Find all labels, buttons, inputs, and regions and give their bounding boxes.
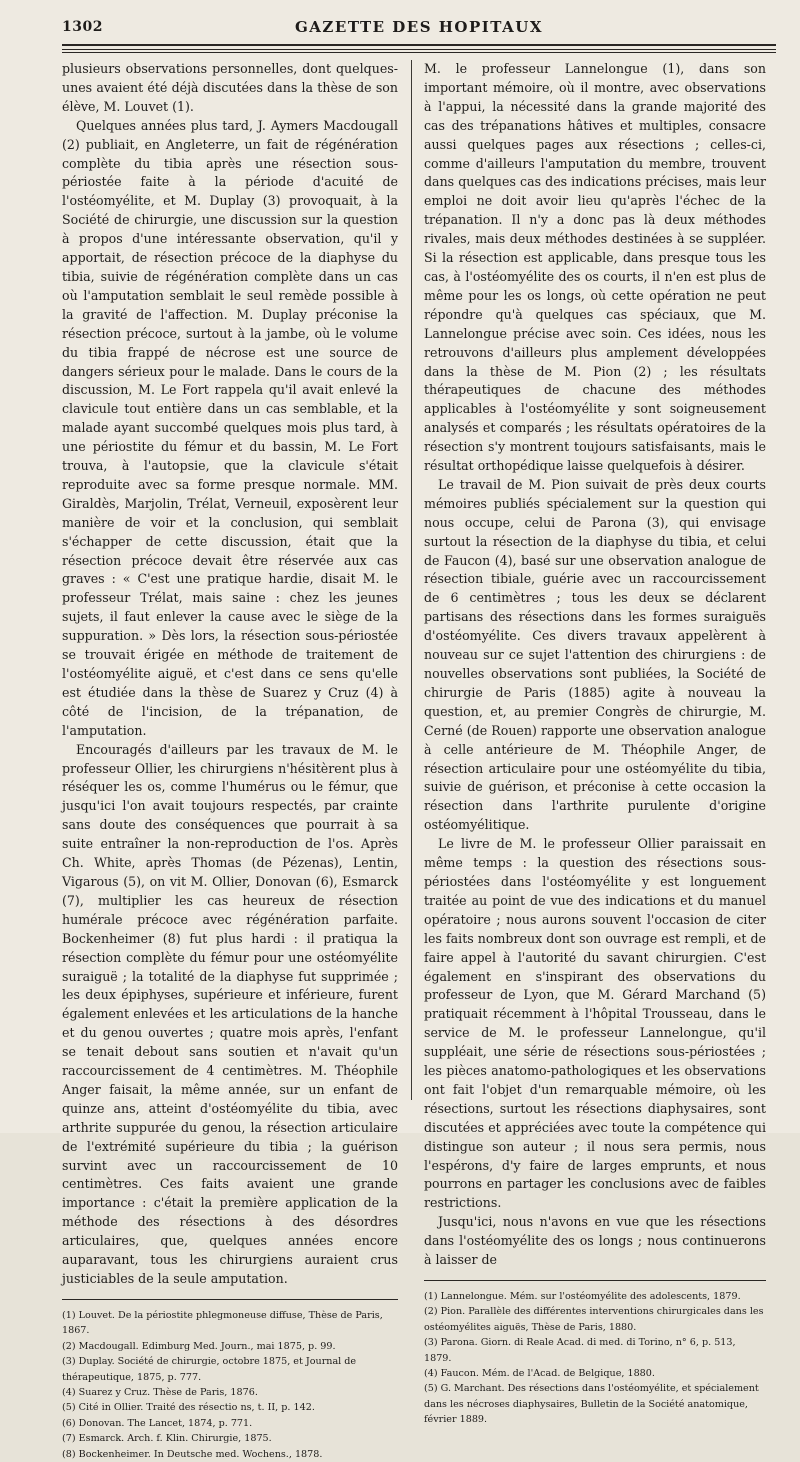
footnote-separator	[62, 1299, 398, 1300]
paragraph: Encouragés d'ailleurs par les travaux de M. le professeur Ollier, les chirurgiens n'hésitèrent plus à réséquer les os, comme l'humérus ou le fémur, que jusqu'ici l'on avait toujours respectés, par crainte sans doute des conséquences que pourrait à sa suite entraîner la non-reproduction de l'os. Après Ch. White, après Thomas (de Pézenas), Lentin, Vigarous (5), on vit M. Ollier, Donovan (6), Esmarck (7), multiplier les cas heureux de résection humérale précoce avec régénération parfaite. Bockenheimer (8) fut plus hardi : il pratiqua la résection complète du fémur pour une ostéomyélite suraiguë ; la totalité de la diaphyse fut supprimée ; les deux épiphyses, supérieure et inférieure, furent également enlevées et les articulations de la hanche et du genou ouvertes ; quatre mois après, l'enfant se tenait debout sans soutien et n'avait qu'un raccourcissement de 4 centimètres. M. Théophile Anger faisait, la même année, sur un enfant de quinze ans, atteint d'ostéomyélite du tibia, avec arthrite suppurée du genou, la résection articulaire de l'extrémité supérieure du tibia ; la guérison survint avec un raccourcissement de 10 centimètres. Ces faits avaient une grande importance : c'était la première application de la méthode des résections à des désordres articulaires, que, quelques années encore auparavant, tous les chirurgiens auraient crus justiciables de la seule amputation.	[62, 741, 398, 1286]
footnote: (1) Lannelongue. Mém. sur l'ostéomyélite des adolescents, 1879.	[424, 1291, 741, 1302]
page-number: 1302	[62, 19, 103, 35]
paragraph: plusieurs observations personnelles, dont quelques-unes avaient été déjà discutées dans la thèse de son élève, M. Louvet (1).	[62, 61, 398, 114]
left-column	[62, 60, 398, 1462]
paragraph: Jusqu'ici, nous n'avons en vue que les résections dans l'ostéomyélite des os longs ; nous continuerons à laisser de	[424, 1214, 766, 1268]
footnotes-right	[424, 1289, 766, 1428]
footnote-separator	[424, 1280, 766, 1281]
footnote: (7) Esmarck. Arch. f. Klin. Chirurgie, 1875.	[62, 1433, 272, 1445]
footnote: (4) Faucon. Mém. de l'Acad. de Belgique, 1880.	[424, 1368, 655, 1380]
paragraph: M. le professeur Lannelongue (1), dans son important mémoire, où il montre, avec observations à l'appui, la nécessité dans la grande majorité des cas des trépanations hâtives et multiples, consacre aussi quelques pages aux résections ; celles-ci, comme d'ailleurs l'amputation du membre, trouvent dans quelques cas des indications précises, mais leur emploi ne doit avoir lieu qu'après l'échec de la trépanation. Il n'y a donc pas là deux méthodes rivales, mais deux méthodes destinées à se suppléer. Si la résection est applicable, dans presque tous les cas, à l'ostéomyélite des os courts, il n'en est plus de même pour les os longs, où cette opération ne peut répondre qu'à quelques cas spéciaux, que M. Lannelongue précise avec soin. Ces idées, nous les retrouvons d'ailleurs plus amplement développées dans la thèse de M. Pion (2) ; les résultats thérapeutiques de chacune des méthodes applicables à l'ostéomyélite y sont soigneusement analysés et comparés ; les résultats opératoires de la résection s'y montrent toujours satisfaisants, mais le résultat orthopédique laisse quelquefois à désirer.	[424, 61, 766, 474]
column-divider	[411, 60, 412, 1100]
paragraph: Quelques années plus tard, J. Aymers Macdougall (2) publiait, en Angleterre, un fait de régénération complète du tibia après une résection sous-périostée faite à la période d'acuité de l'ostéomyélite, et M. Duplay (3) provoquait, à la Société de chirurgie, une discussion sur la question à propos d'une intéressante observation, qu'il y apportait, de résection précoce de la diaphyse du tibia, suivie de régénération complète dans un cas où l'amputation semblait le seul remède possible à la gravité de l'affection. M. Duplay préconise la résection précoce, surtout à la jambe, où le volume du tibia frappé de nécrose est une source de dangers sérieux pour le malade. Dans le cours de la discussion, M. Le Fort rappela qu'il avait enlevé la clavicule tout entière dans un cas semblable, et la malade ayant succombé quelques mois plus tard, à une périostite du fémur et du bassin, M. Le Fort trouva, à l'autopsie, que la clavicule s'était reproduite avec sa forme presque normale. MM. Giraldès, Marjolin, Trélat, Verneuil, exposèrent leur manière de voir et la conclusion, qui semblait s'échapper de cette discussion, était que la résection précoce devait être réservée aux cas graves : « C'est une pratique hardie, disait M. le professeur Trélat, mais saine : chez les jeunes sujets, il faut enlever la cause avec le siège de la suppuration. » Dès lors, la résection sous-périostée se trouvait érigée en méthode de traitement de l'ostéomyélite aiguë, et c'est dans ce sens qu'elle est étudiée dans la thèse de Suarez y Cruz (4) à côté de l'incision, de la trépanation, de l'amputation.	[62, 117, 398, 738]
header-rule-thin-2	[62, 52, 776, 53]
footnote: (2) Macdougall. Edimburg Med. Journ., mai 1875, p. 99.	[62, 1340, 336, 1352]
header-rule-thin	[62, 49, 776, 50]
paragraph: Le travail de M. Pion suivait de près deux courts mémoires publiés spécialement sur la question qui nous occupe, celui de Parona (3), qui envisage surtout la résection de la diaphyse du tibia, et celui de Faucon (4), basé sur une observation analogue de résection tibiale, guérie avec un raccourcissement de 6 centimètres ; tous les deux se déclarent partisans des résections dans les formes suraiguës d'ostéomyélite. Ces divers travaux appelèrent à nouveau sur ce sujet l'attention des chirurgiens : de nouvelles observations sont publiées, la Société de chirurgie de Paris (1885) agite à nouveau la question, et, au premier Congrès de chirurgie, M. Cerné (de Rouen) rapporte une observation analogue à celle antérieure de M. Théophile Anger, de résection articulaire pour une ostéomyélite du tibia, suivie de guérison, et préconise à cette occasion la résection dans l'arthrite purulente d'origine ostéomyélitique.	[424, 476, 766, 833]
footnote: (4) Suarez y Cruz. Thèse de Paris, 1876.	[62, 1386, 258, 1398]
footnotes-left	[62, 1308, 398, 1462]
footnote: (3) Duplay. Société de chirurgie, octobre 1875, et Journal de thérapeutique, 1875, p. 777.	[62, 1356, 357, 1383]
right-column	[424, 60, 766, 1428]
footnote: (6) Donovan. The Lancet, 1874, p. 771.	[62, 1417, 253, 1429]
footnote: (2) Pion. Parallèle des différentes interventions chirurgicales dans les ostéomyélites aiguës, Thèse de Paris, 1880.	[424, 1306, 764, 1333]
running-title: GAZETTE DES HOPITAUX	[294, 18, 543, 36]
footnote: (8) Bockenheimer. In Deutsche med. Wochens., 1878.	[62, 1448, 323, 1460]
page-header	[62, 16, 776, 40]
header-rule	[62, 44, 776, 46]
footnote: (3) Parona. Giorn. di Reale Acad. di med. di Torino, n° 6, p. 513, 1879.	[424, 1337, 736, 1364]
footnote: (5) Cité in Ollier. Traité des résectio ns, t. II, p. 142.	[62, 1402, 315, 1414]
paragraph: Le livre de M. le professeur Ollier paraissait en même temps : la question des résections sous-périostées dans l'ostéomyélite y est longuement traitée au point de vue des indications et du manuel opératoire ; nous aurons souvent l'occasion de citer les faits nombreux dont son ouvrage est rempli, et de faire appel à l'autorité du savant chirurgien. C'est également en s'inspirant des observations du professeur de Lyon, que M. Gérard Marchand (5) pratiquait récemment à l'hôpital Trousseau, dans le service de M. le professeur Lannelongue, qu'il suppléait, une série de résections sous-périostées ; les pièces anatomo-pathologiques et les observations ont fait l'objet d'un remarquable mémoire, où les résections, surtout les résections diaphysaires, sont discutées et appréciées avec toute la compétence qui distingue son auteur ; il nous sera permis, nous l'espérons, d'y faire de larges emprunts, et nous pourrons en partager les conclusions avec de faibles restrictions.	[424, 836, 766, 1211]
footnote: (5) G. Marchant. Des résections dans l'ostéomyélite, et spécialement dans les nécroses diaphysaires, Bulletin de la Société anatomique, février 1889.	[424, 1383, 759, 1426]
footnote: (1) Louvet. De la périostite phlegmoneuse diffuse, Thèse de Paris, 1867.	[62, 1309, 383, 1337]
